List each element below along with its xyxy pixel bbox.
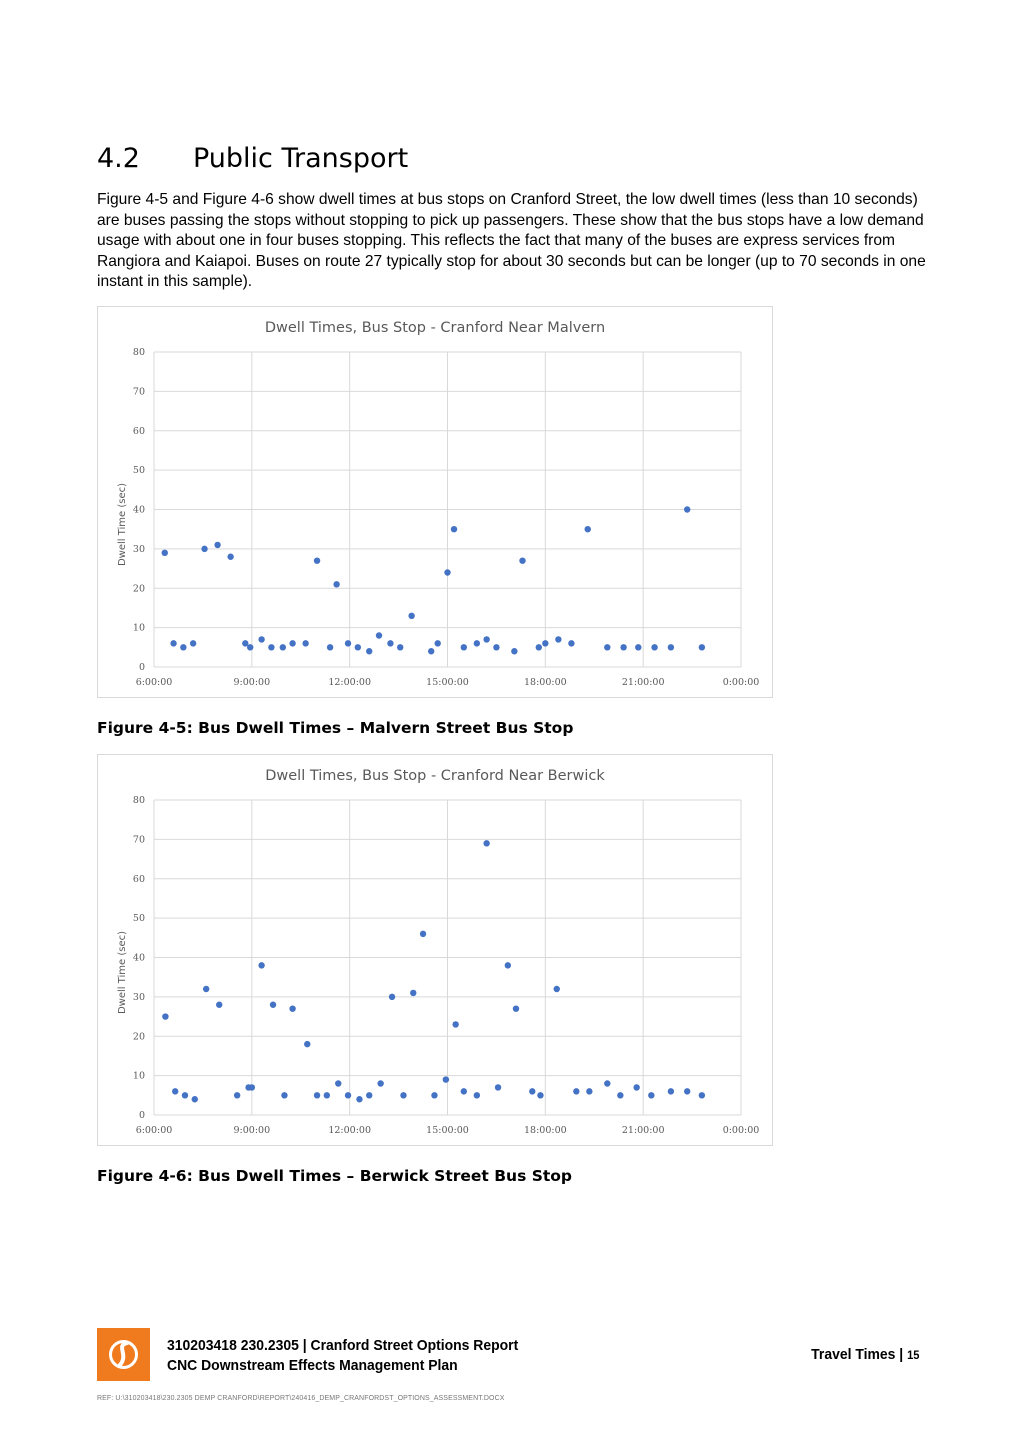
data-point [227, 554, 233, 560]
data-point [474, 640, 480, 646]
data-point [585, 526, 591, 532]
data-point [542, 640, 548, 646]
y-tick-label: 50 [132, 913, 145, 925]
chart-berwick-svg [98, 755, 772, 1145]
data-point [651, 644, 657, 650]
company-logo [97, 1328, 150, 1381]
y-tick-label: 10 [132, 1070, 145, 1082]
chart-title: Dwell Times, Bus Stop - Cranford Near Berwick [265, 768, 605, 784]
data-point [420, 931, 426, 937]
data-point [684, 1088, 690, 1094]
chart-title: Dwell Times, Bus Stop - Cranford Near Malvern [264, 320, 606, 336]
data-point [617, 1092, 623, 1098]
data-point [397, 644, 403, 650]
data-point [620, 644, 626, 650]
data-point [172, 1088, 178, 1094]
section-heading [97, 143, 408, 174]
data-point [483, 636, 489, 642]
data-point [170, 640, 176, 646]
data-point [304, 1041, 310, 1047]
data-point [203, 986, 209, 992]
x-tick-label: 9:00:00 [233, 677, 271, 688]
data-point [376, 632, 382, 638]
data-point [355, 644, 361, 650]
data-point [555, 636, 561, 642]
page-number: 15 [907, 1348, 920, 1362]
data-point [554, 986, 560, 992]
figure-caption-4-6: Figure 4-6: Bus Dwell Times – Berwick Street Bus Stop [97, 1167, 573, 1185]
data-point [268, 644, 274, 650]
data-point [258, 636, 264, 642]
x-tick-label: 18:00:00 [523, 1125, 567, 1136]
data-point [519, 557, 525, 563]
data-point [573, 1088, 579, 1094]
data-point [216, 1002, 222, 1008]
data-point [408, 613, 414, 619]
data-point [289, 1005, 295, 1011]
data-point [699, 644, 705, 650]
y-tick-label: 80 [132, 795, 145, 806]
data-point [633, 1084, 639, 1090]
data-point [289, 640, 295, 646]
x-tick-label: 6:00:00 [135, 1125, 173, 1136]
footer-line-1: 310203418 230.2305 | Cranford Street Options Report [167, 1337, 519, 1354]
data-point [214, 542, 220, 548]
y-tick-label: 10 [132, 622, 145, 634]
x-tick-label: 18:00:00 [523, 677, 567, 688]
data-point [586, 1088, 592, 1094]
x-tick-label: 0:00:00 [722, 677, 760, 688]
logo-icon [97, 1328, 150, 1381]
y-tick-label: 60 [132, 873, 145, 885]
data-point [505, 962, 511, 968]
chart-berwick [97, 754, 773, 1146]
data-point [389, 994, 395, 1000]
data-point [536, 644, 542, 650]
data-point [483, 840, 489, 846]
x-tick-label: 21:00:00 [621, 677, 665, 688]
data-point [461, 644, 467, 650]
y-tick-label: 30 [132, 543, 145, 555]
data-point [493, 644, 499, 650]
data-point [511, 648, 517, 654]
y-tick-label: 30 [132, 991, 145, 1003]
y-tick-label: 80 [132, 347, 145, 358]
data-point [648, 1092, 654, 1098]
data-point [281, 1092, 287, 1098]
data-point [400, 1092, 406, 1098]
data-point [668, 644, 674, 650]
data-point [345, 1092, 351, 1098]
figure-caption-4-5: Figure 4-5: Bus Dwell Times – Malvern Street Bus Stop [97, 719, 574, 737]
data-point [443, 1076, 449, 1082]
data-point [302, 640, 308, 646]
chart-malvern-svg [98, 307, 772, 697]
y-tick-label: 60 [132, 425, 145, 437]
document-reference: REF: U:\310203418\230.2305 DEMP CRANFORD\REPORT\240416_DEMP_CRANFORDST_OPTIONS_ASSESSMENT.DOCX [97, 1395, 505, 1402]
data-point [190, 640, 196, 646]
data-point [333, 581, 339, 587]
y-tick-label: 0 [138, 662, 145, 673]
y-tick-label: 20 [132, 1031, 145, 1043]
data-point [192, 1096, 198, 1102]
data-point [258, 962, 264, 968]
x-tick-label: 12:00:00 [328, 1125, 372, 1136]
data-point [452, 1021, 458, 1027]
y-axis-label: Dwell Time (sec) [117, 482, 128, 567]
data-point [234, 1092, 240, 1098]
data-point [435, 640, 441, 646]
footer-page-info [812, 1346, 920, 1363]
data-point [162, 550, 168, 556]
y-axis-label: Dwell Time (sec) [117, 930, 128, 1015]
data-point [537, 1092, 543, 1098]
y-tick-label: 40 [132, 952, 145, 964]
data-point [410, 990, 416, 996]
x-tick-label: 12:00:00 [328, 677, 372, 688]
x-tick-label: 21:00:00 [621, 1125, 665, 1136]
data-point [495, 1084, 501, 1090]
data-point [668, 1088, 674, 1094]
data-point [201, 546, 207, 552]
x-tick-label: 0:00:00 [722, 1125, 760, 1136]
x-tick-label: 9:00:00 [233, 1125, 271, 1136]
y-tick-label: 20 [132, 583, 145, 595]
data-point [356, 1096, 362, 1102]
data-point [377, 1080, 383, 1086]
x-tick-label: 15:00:00 [426, 677, 469, 688]
data-point [182, 1092, 188, 1098]
footer-section-label: Travel Times | [811, 1346, 904, 1363]
y-tick-label: 0 [138, 1110, 145, 1121]
footer-report-title [167, 1336, 518, 1376]
x-tick-label: 15:00:00 [426, 1125, 469, 1136]
body-paragraph: Figure 4-5 and Figure 4-6 show dwell times at bus stops on Cranford Street, the low dwell times (less than 10 seconds) are buses passing the stops without stopping to pick up passengers. These show that the bus stops have a low demand usage with about one in four buses stopping. This reflects the fact that many of the buses are express services from Rangiora and Kaiapoi. Buses on route 27 typically stop for about 30 seconds but can be longer (up to 70 seconds in one instant in this sample). [97, 191, 926, 290]
data-point [604, 1080, 610, 1086]
data-point [444, 569, 450, 575]
data-point [529, 1088, 535, 1094]
data-point [635, 644, 641, 650]
data-point [428, 648, 434, 654]
data-point [699, 1092, 705, 1098]
y-tick-label: 70 [132, 386, 145, 398]
data-point [162, 1013, 168, 1019]
x-tick-label: 6:00:00 [135, 677, 173, 688]
data-point [247, 644, 253, 650]
data-point [461, 1088, 467, 1094]
y-tick-label: 40 [132, 504, 145, 516]
data-point [431, 1092, 437, 1098]
data-point [366, 1092, 372, 1098]
data-point [366, 648, 372, 654]
data-point [335, 1080, 341, 1086]
chart-malvern [97, 306, 773, 698]
data-point [684, 506, 690, 512]
data-point [314, 557, 320, 563]
y-tick-label: 50 [132, 465, 145, 477]
y-tick-label: 70 [132, 834, 145, 846]
data-point [327, 644, 333, 650]
data-point [604, 644, 610, 650]
data-point [568, 640, 574, 646]
data-point [270, 1002, 276, 1008]
data-point [345, 640, 351, 646]
data-point [280, 644, 286, 650]
data-point [249, 1084, 255, 1090]
section-title: Public Transport [193, 143, 409, 174]
footer-line-2: CNC Downstream Effects Management Plan [167, 1357, 458, 1374]
data-point [324, 1092, 330, 1098]
section-number: 4.2 [97, 143, 140, 174]
data-point [314, 1092, 320, 1098]
data-point [180, 644, 186, 650]
data-point [387, 640, 393, 646]
data-point [451, 526, 457, 532]
data-point [474, 1092, 480, 1098]
data-point [513, 1005, 519, 1011]
